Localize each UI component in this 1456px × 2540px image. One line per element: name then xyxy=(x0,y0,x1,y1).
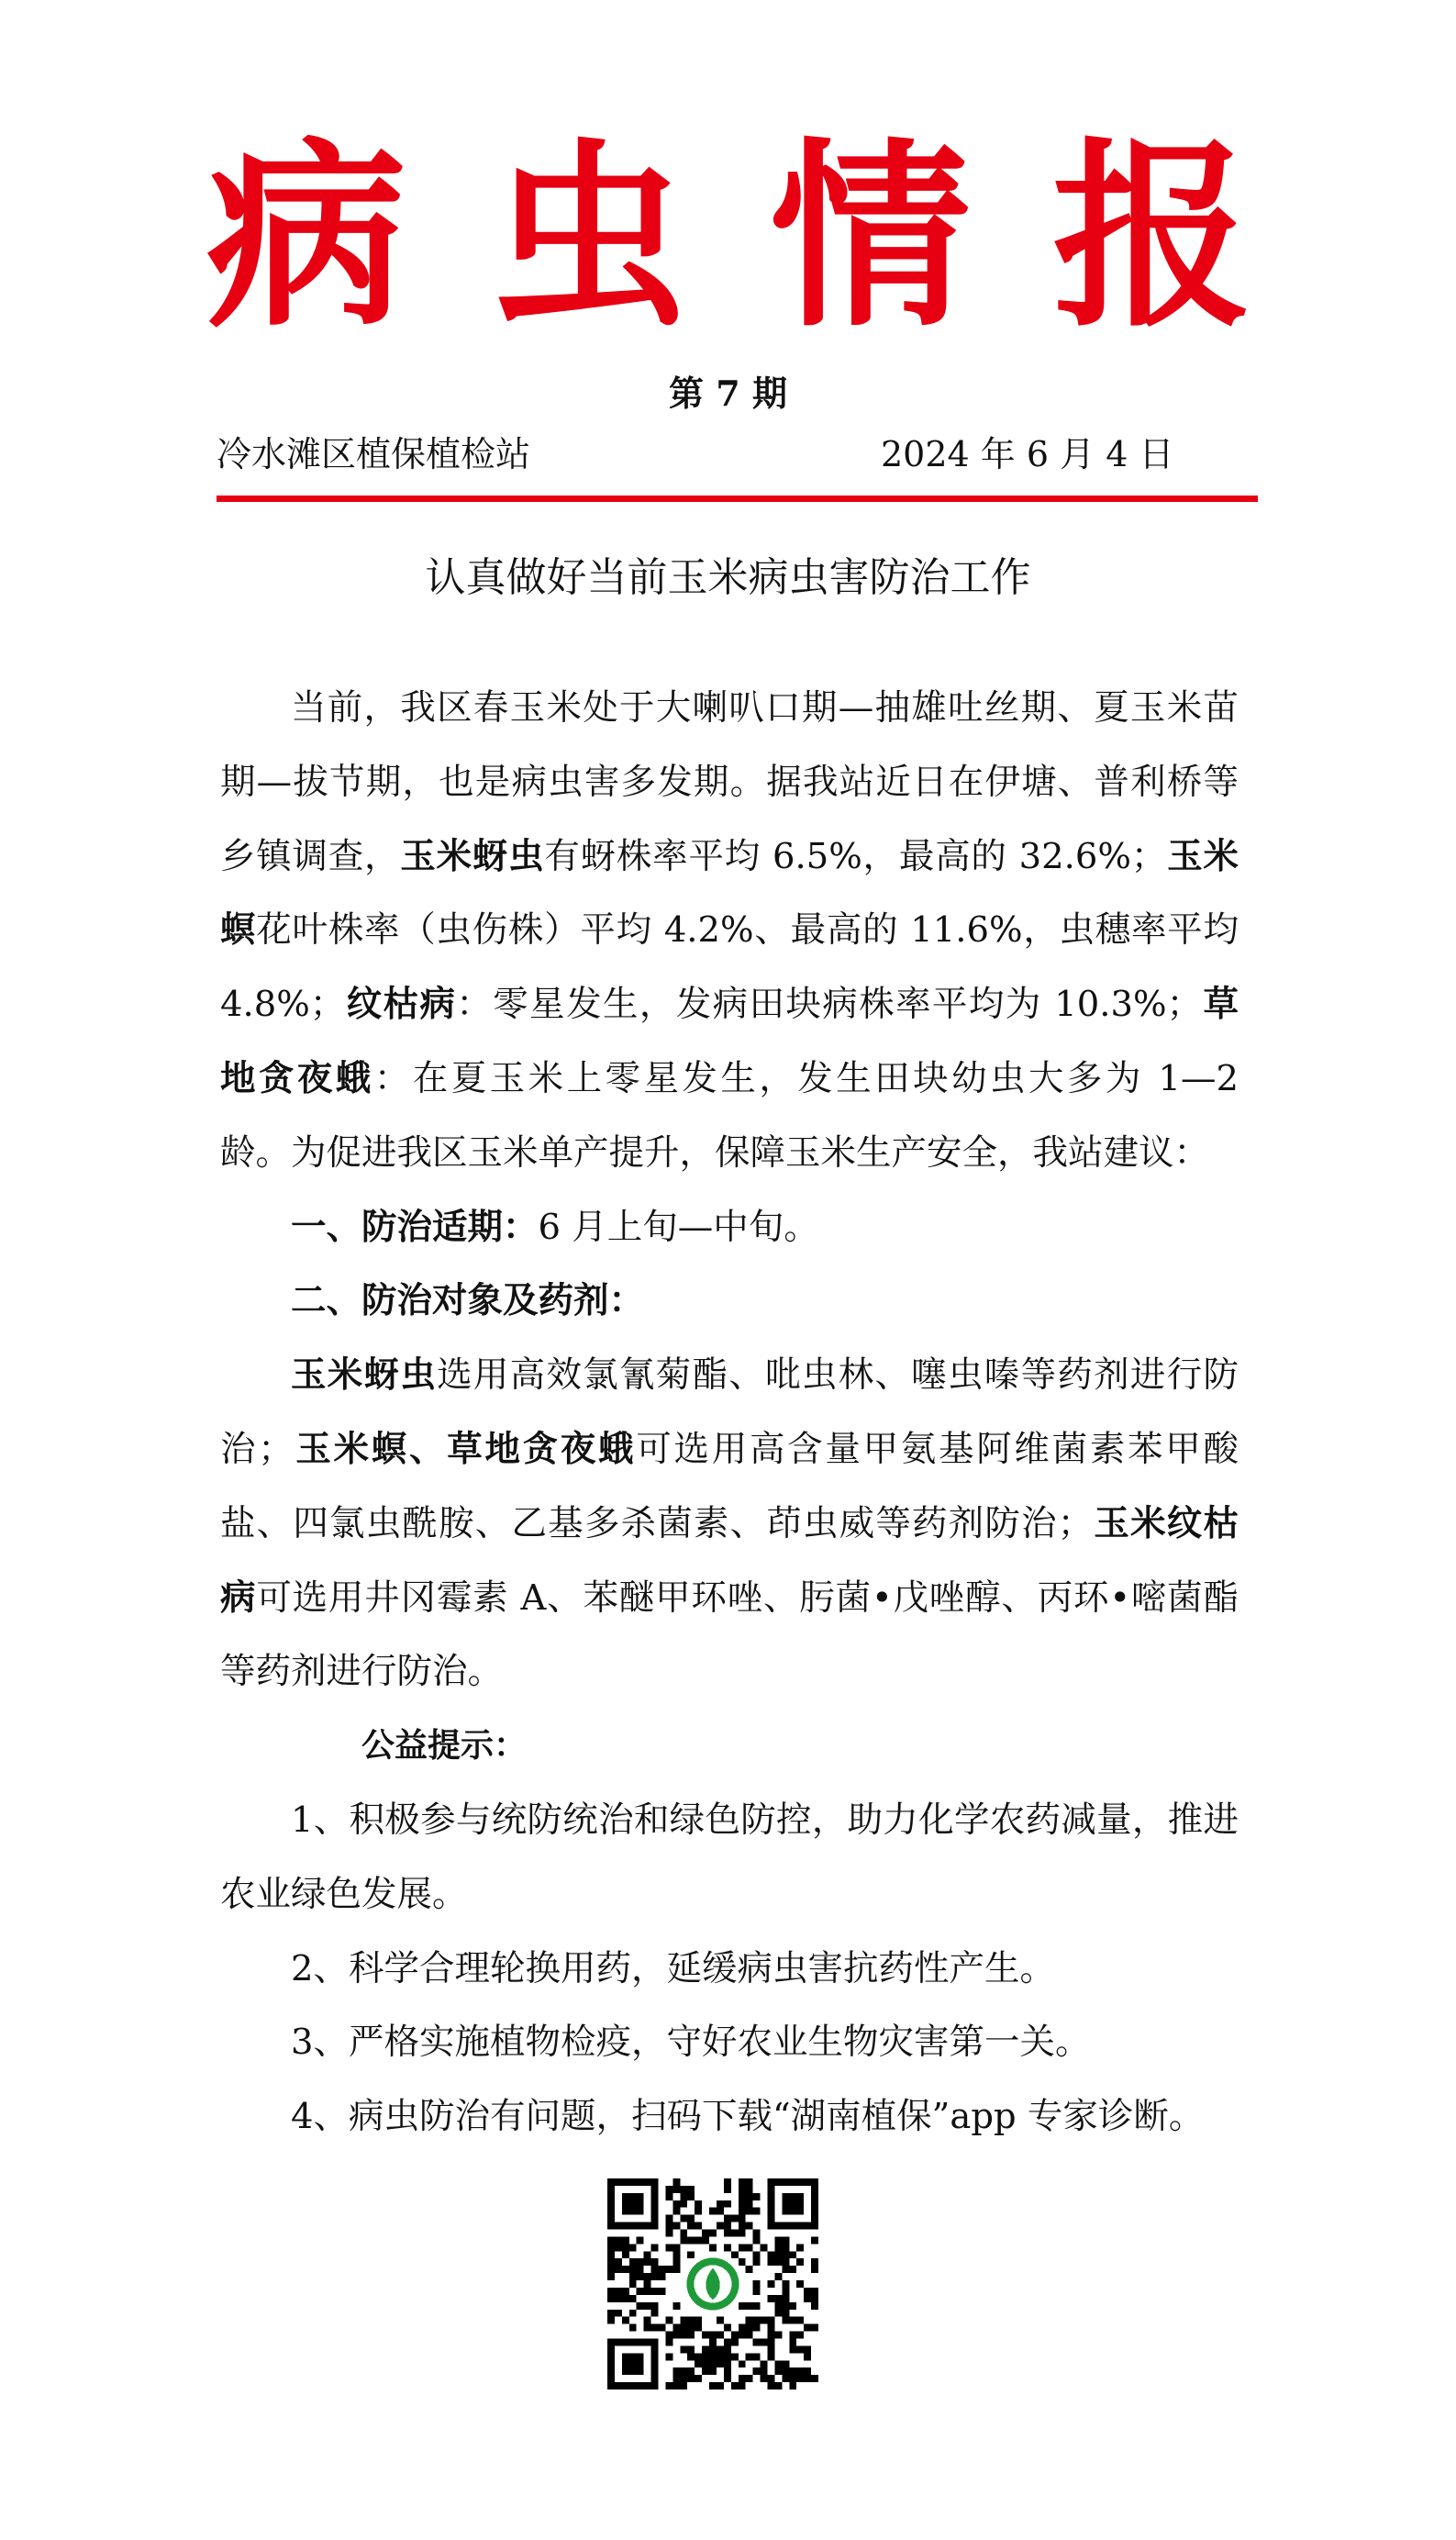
article-body xyxy=(220,672,1239,2155)
article-headline: 认真做好当前玉米病虫害防治工作 xyxy=(425,554,1031,601)
text-run: 选用高效氯氰菊酯、吡虫林、噻虫嗪等药剂进行防治； xyxy=(220,1354,1239,1470)
pest-name: 纹枯病 xyxy=(345,984,457,1026)
text-run: 当前，我区春玉米处于大喇叭口期—抽雄吐丝期、夏玉米苗期—拔节期，也是病虫害多发期。据我站近日在伊塘、普利桥等乡镇调查， xyxy=(220,687,1239,877)
tips-title: 公益提示： xyxy=(361,1727,528,1766)
text-run: ：在夏玉米上零星发生，发生田块幼虫大多为 1—2 龄。为促进我区玉米单产提升，保障玉米生产安全，我站建议： xyxy=(220,1057,1239,1174)
treatment-paragraph xyxy=(220,1339,1239,1710)
pest-name: 草地贪夜蛾 xyxy=(220,984,1239,1099)
masthead-title xyxy=(206,122,1252,354)
pest-name: 玉米螟 xyxy=(220,835,1239,952)
tip-item: 3、严格实施植物检疫，守好农业生物灾害第一关。 xyxy=(291,2022,1091,2064)
section-heading: 二、防治对象及药剂： xyxy=(291,1280,645,1322)
pest-name: 玉米螟、草地贪夜蛾 xyxy=(293,1428,637,1470)
masthead-char: 情 xyxy=(770,122,971,354)
masthead-char: 虫 xyxy=(488,122,689,354)
text-run: 6 月上旬—中旬。 xyxy=(538,1206,819,1248)
masthead-char: 报 xyxy=(1051,122,1252,354)
intro-paragraph xyxy=(220,672,1239,1191)
publish-date: 2024 年 6 月 4 日 xyxy=(881,434,1174,474)
text-run: 可选用高含量甲氨基阿维菌素苯甲酸盐、四氯虫酰胺、乙基多杀菌素、茚虫威等药剂防治； xyxy=(220,1428,1239,1544)
section-targets xyxy=(220,1264,1239,1339)
section-heading: 一、防治适期： xyxy=(291,1206,539,1248)
masthead-char: 病 xyxy=(206,122,406,354)
pest-name: 玉米蚜虫 xyxy=(291,1354,438,1397)
issue-number: 第 7 期 xyxy=(669,373,787,414)
text-run: 有蚜株率平均 6.5%，最高的 32.6%； xyxy=(544,835,1167,877)
tip-item: 4、病虫防治有问题，扫码下载“湖南植保”app 专家诊断。 xyxy=(291,2096,1205,2138)
tips-list xyxy=(220,1784,1239,2155)
pest-name: 玉米纹枯病 xyxy=(220,1502,1239,1619)
organization-name: 冷水滩区植保植检站 xyxy=(217,434,531,474)
text-run: 可选用井冈霉素 A、苯醚甲环唑、肟菌•戊唑醇、丙环•嘧菌酯等药剂进行防治。 xyxy=(220,1576,1239,1693)
pest-name: 玉米蚜虫 xyxy=(400,835,545,877)
qr-code-icon[interactable] xyxy=(607,2178,818,2390)
tip-item: 1、积极参与统防统治和绿色防控，助力化学农药减量，推进农业绿色发展。 xyxy=(220,1799,1239,1915)
tip-item: 2、科学合理轮换用药，延缓病虫害抗药性产生。 xyxy=(291,1947,1055,1989)
text-run: 花叶株率（虫伤株）平均 4.2%、最高的 11.6%，虫穗率平均 4.8%； xyxy=(220,909,1239,1026)
text-run: ：零星发生，发病田块病株率平均为 10.3%； xyxy=(456,984,1203,1026)
red-divider xyxy=(217,496,1258,502)
section-timing xyxy=(220,1191,1239,1265)
